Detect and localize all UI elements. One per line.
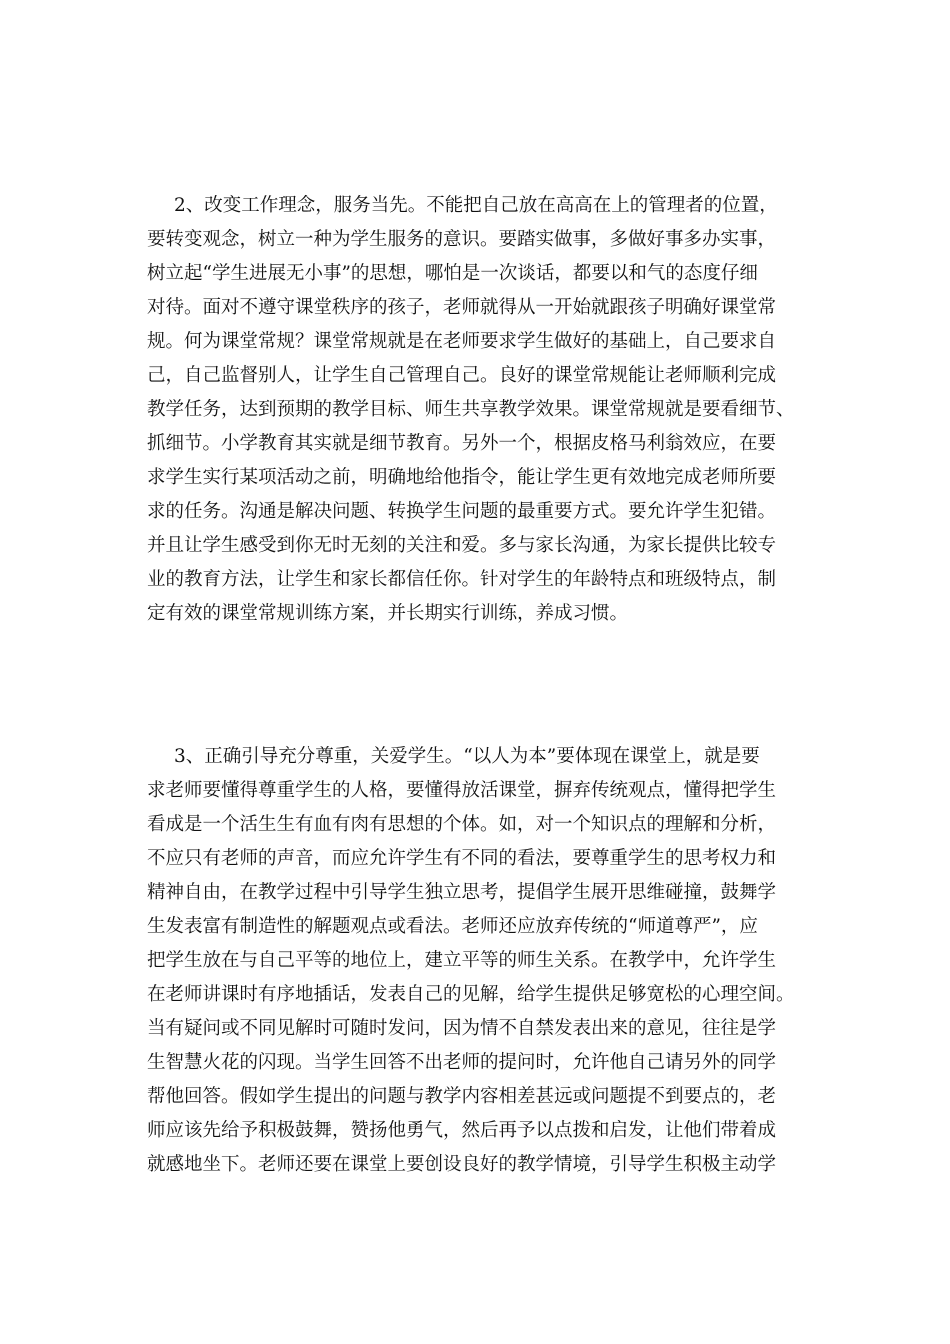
paragraph-line: 求的任务。沟通是解决问题、转换学生问题的最重要方式。要允许学生犯错。	[147, 501, 777, 522]
paragraph-line: 要转变观念，树立一种为学生服务的意识。要踏实做事，多做好事多办实事，	[147, 229, 777, 250]
paragraph-line: 生发表富有制造性的解题观点或看法。老师还应放弃传统的“师道尊严”，应	[147, 916, 758, 937]
paragraph-line: 求老师要懂得尊重学生的人格，要懂得放活课堂，摒弃传统观点，懂得把学生	[147, 780, 777, 801]
paragraph-line: 看成是一个活生生有血有肉有思想的个体。如，对一个知识点的理解和分析，	[147, 814, 777, 835]
paragraph-line: 生智慧火花的闪现。当学生回答不出老师的提问时，允许他自己请另外的同学	[147, 1052, 777, 1073]
paragraph-line: 并且让学生感受到你无时无刻的关注和爱。多与家长沟通，为家长提供比较专	[147, 535, 777, 556]
paragraph-line: 精神自由，在教学过程中引导学生独立思考，提倡学生展开思维碰撞，鼓舞学	[147, 882, 777, 903]
paragraph-line: 抓细节。小学教育其实就是细节教育。另外一个，根据皮格马利翁效应，在要	[147, 433, 777, 454]
paragraph-line: 就感地坐下。老师还要在课堂上要创设良好的教学情境，引导学生积极主动学	[147, 1154, 777, 1175]
paragraph-line: 教学任务，达到预期的教学目标、师生共享教学效果。课堂常规就是要看细节、	[147, 399, 795, 420]
paragraph-line: 求学生实行某项活动之前，明确地给他指令，能让学生更有效地完成老师所要	[147, 467, 777, 488]
paragraph-line: 把学生放在与自己平等的地位上，建立平等的师生关系。在教学中，允许学生	[147, 950, 777, 971]
paragraph-line: 当有疑问或不同见解时可随时发问，因为情不自禁发表出来的意见，往往是学	[147, 1018, 777, 1039]
paragraph-line: 定有效的课堂常规训练方案，并长期实行训练，养成习惯。	[147, 603, 629, 624]
paragraph-line: 在老师讲课时有序地插话，发表自己的见解，给学生提供足够宽松的心理空间。	[147, 984, 795, 1005]
paragraph-line: 师应该先给予积极鼓舞，赞扬他勇气，然后再予以点拨和启发，让他们带着成	[147, 1120, 777, 1141]
paragraph-line: 3、正确引导充分尊重，关爱学生。“以人为本”要体现在课堂上，就是要	[174, 746, 760, 767]
paragraph-line: 不应只有老师的声音，而应允许学生有不同的看法，要尊重学生的思考权力和	[147, 848, 777, 869]
paragraph-3	[147, 740, 807, 1182]
paragraph-line: 己，自己监督别人，让学生自己管理自己。良好的课堂常规能让老师顺利完成	[147, 365, 777, 386]
paragraph-line: 帮他回答。假如学生提出的问题与教学内容相差甚远或问题提不到要点的，老	[147, 1086, 777, 1107]
paragraph-line: 业的教育方法，让学生和家长都信任你。针对学生的年龄特点和班级特点，制	[147, 569, 777, 590]
paragraph-line: 规。何为课堂常规？课堂常规就是在老师要求学生做好的基础上，自己要求自	[147, 331, 777, 352]
paragraph-line: 树立起“学生进展无小事”的思想，哪怕是一次谈话，都要以和气的态度仔细	[147, 263, 758, 284]
paragraph-2	[147, 189, 807, 631]
paragraph-line: 2、改变工作理念，服务当先。不能把自己放在高高在上的管理者的位置，	[174, 195, 778, 216]
paragraph-line: 对待。面对不遵守课堂秩序的孩子，老师就得从一开始就跟孩子明确好课堂常	[147, 297, 777, 318]
